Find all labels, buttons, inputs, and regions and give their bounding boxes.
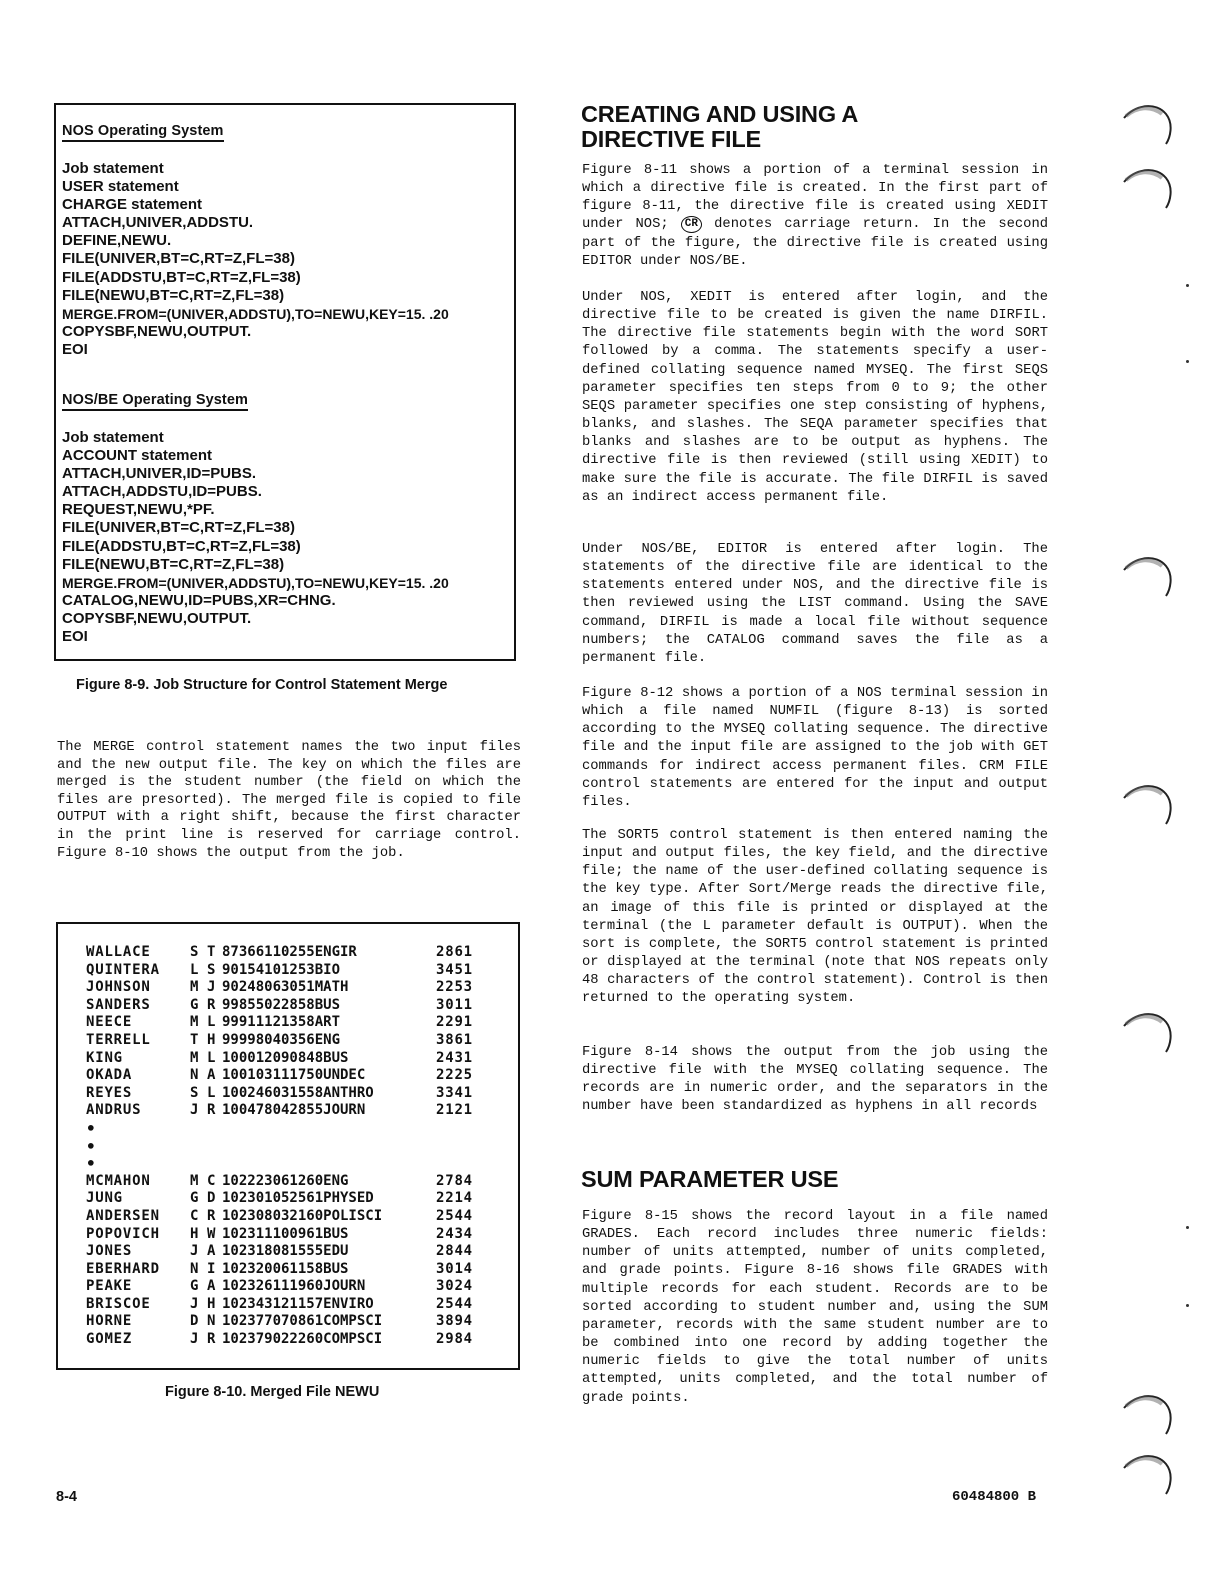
table-row [86, 1331, 473, 1349]
middle-initial-cell: I [207, 1260, 216, 1277]
middle-initial-cell: J [207, 979, 216, 996]
paragraph-figure-8-15: Figure 8-15 shows the record layout in a file named GRADES. Each record includes three numeric fields: number of units attempted, number of units completed, and grade points. Figure 8-16 shows file GRADES with multiple records for each student. Records are to be sorted according to student number and, using the SUM parameter, records with the same student number are to be combined into one record by adding together the numeric fields to give the total number of units attempted, units completed, and the total number of grade points. [582, 1209, 1048, 1406]
table-row [86, 962, 473, 980]
middle-initial-cell: L [207, 1049, 216, 1066]
record-cell: 100103111750UNDEC [222, 1067, 366, 1084]
last-name-cell: SANDERS [86, 996, 151, 1013]
value-cell: 2291 [436, 1014, 473, 1031]
value-cell: 2121 [436, 1102, 473, 1119]
record-cell: 102311100961BUS [222, 1225, 349, 1242]
table-row [86, 1208, 473, 1226]
first-initial-cell: J [190, 1243, 199, 1260]
value-cell: 3894 [436, 1313, 473, 1330]
middle-initial-cell: T [207, 944, 216, 960]
middle-initial-cell: R [207, 1102, 216, 1119]
middle-initial-cell: H [207, 1295, 216, 1312]
table-row [86, 1085, 473, 1103]
value-cell: 2544 [436, 1207, 473, 1224]
last-name-cell: MCMAHON [86, 1172, 151, 1189]
ellipsis-row [86, 1138, 473, 1156]
value-cell: 3861 [436, 1031, 473, 1048]
statement-line: FILE(UNIVER,BT=C,RT=Z,FL=38) [62, 519, 295, 537]
value-cell: 3011 [436, 996, 473, 1013]
figure-8-10-caption: Figure 8-10. Merged File NEWU [165, 1384, 380, 1400]
statement-line: ACCOUNT statement [62, 447, 213, 465]
value-cell: 2544 [436, 1295, 473, 1312]
last-name-cell: TERRELL [86, 1031, 151, 1048]
statement-line: USER statement [62, 178, 179, 196]
statement-line: CATALOG,NEWU,ID=PUBS,XR=CHNG. [62, 591, 336, 609]
paragraph-figure-8-12: Figure 8-12 shows a portion of a NOS terminal session in which a file named NUMFIL (figure 8-13) is sorted according to the MYSEQ collating sequence. The directive file and the input file are assigned to the job with GET commands for indirect access permanent files. CRM FILE control statements are entered for the input and output files. [582, 686, 1048, 810]
middle-initial-cell: A [207, 1243, 216, 1260]
nos-statement-list [62, 160, 449, 359]
paragraph-nosbe-editor: Under NOS/BE, EDITOR is entered after login. The statements of the directive file are identical to the statements entered under NOS, and the directive file is then reviewed using the LIST command. Using the SAVE command, DIRFIL is made a local file without sequence numbers; the CATALOG command saves the file as a permanent file. [582, 542, 1048, 666]
nosbe-section-title: NOS/BE Operating System [62, 392, 248, 411]
middle-initial-cell: W [207, 1225, 216, 1242]
binding-hole-mark [1122, 1386, 1178, 1438]
paragraph-figure-8-14: Figure 8-14 shows the output from the job using the directive file with the MYSEQ collating sequence. The records are in numeric order, and the separators in the number have been standardized as hyphens in all records [582, 1045, 1048, 1115]
binding-hole-mark [1122, 1446, 1178, 1498]
table-row [86, 1173, 473, 1191]
value-cell: 3024 [436, 1278, 473, 1295]
table-row [86, 1226, 473, 1244]
middle-initial-cell: D [207, 1190, 216, 1207]
last-name-cell: NEECE [86, 1014, 133, 1031]
record-cell: 102223061260ENG [222, 1172, 349, 1189]
section-heading-directive-file [581, 102, 858, 152]
ellipsis-row [86, 1120, 473, 1138]
statement-line: COPYSBF,NEWU,OUTPUT. [62, 609, 252, 627]
value-cell: 2431 [436, 1049, 473, 1066]
table-row [86, 1296, 473, 1314]
nos-section-title: NOS Operating System [62, 123, 224, 142]
record-cell: 102343121157ENVIRO [222, 1295, 374, 1312]
record-cell: 102377070861COMPSCI [222, 1313, 383, 1330]
record-cell: 99998040356ENG [222, 1031, 341, 1048]
statement-line: MERGE.FROM=(UNIVER,ADDSTU),TO=NEWU,KEY=15. .20 [62, 305, 449, 322]
figure-8-9-caption: Figure 8-9. Job Structure for Control Statement Merge [76, 677, 448, 693]
first-initial-cell: H [190, 1225, 199, 1242]
scan-speck [1186, 1304, 1189, 1307]
record-cell: 99855022858BUS [222, 996, 341, 1013]
last-name-cell: BRISCOE [86, 1295, 151, 1312]
middle-initial-cell: H [207, 1031, 216, 1048]
table-row [86, 997, 473, 1015]
heading-line-2: DIRECTIVE FILE [581, 126, 761, 152]
scan-speck [1186, 360, 1189, 363]
value-cell: 2434 [436, 1225, 473, 1242]
binding-hole-mark [1122, 160, 1178, 212]
last-name-cell: HORNE [86, 1313, 133, 1330]
table-row [86, 1032, 473, 1050]
middle-initial-cell: N [207, 1313, 216, 1330]
binding-hole-mark [1122, 96, 1178, 148]
table-row [86, 1050, 473, 1068]
statement-line: CHARGE statement [62, 196, 203, 214]
statement-line: ATTACH,UNIVER,ADDSTU. [62, 214, 254, 232]
value-cell: 2214 [436, 1190, 473, 1207]
record-cell: 102320061158BUS [222, 1260, 349, 1277]
first-initial-cell: N [190, 1260, 199, 1277]
last-name-cell: GOMEZ [86, 1331, 133, 1348]
middle-initial-cell: S [207, 961, 216, 978]
table-row [86, 1190, 473, 1208]
record-cell: 90154101253BIO [222, 961, 341, 978]
first-initial-cell: L [190, 961, 199, 978]
record-cell: 102301052561PHYSED [222, 1190, 374, 1207]
value-cell: 3014 [436, 1260, 473, 1277]
last-name-cell: QUINTERA [86, 961, 160, 978]
first-initial-cell: T [190, 1031, 199, 1048]
statement-line: EOI [62, 340, 88, 358]
middle-initial-cell: R [207, 1331, 216, 1348]
middle-initial-cell: R [207, 1207, 216, 1224]
table-row [86, 1313, 473, 1331]
ellipsis-dot: • [86, 1118, 96, 1138]
record-cell: 102318081555EDU [222, 1243, 349, 1260]
value-cell: 2861 [436, 944, 473, 960]
first-initial-cell: M [190, 979, 199, 996]
statement-line: FILE(UNIVER,BT=C,RT=Z,FL=38) [62, 250, 295, 268]
first-initial-cell: C [190, 1207, 199, 1224]
middle-initial-cell: R [207, 996, 216, 1013]
value-cell: 2984 [436, 1331, 473, 1348]
first-initial-cell: J [190, 1331, 199, 1348]
record-cell: 102326111960JOURN [222, 1278, 366, 1295]
scan-speck [1186, 284, 1189, 287]
statement-line: EOI [62, 628, 88, 646]
binding-hole-mark [1122, 548, 1178, 600]
record-cell: 87366110255ENGIR [222, 944, 357, 960]
record-cell: 100246031558ANTHRO [222, 1084, 374, 1101]
figure-8-9-box [54, 103, 516, 661]
last-name-cell: JUNG [86, 1190, 123, 1207]
record-cell: 99911121358ART [222, 1014, 341, 1031]
last-name-cell: JONES [86, 1243, 133, 1260]
record-cell: 102308032160POLISCI [222, 1207, 383, 1224]
value-cell: 2784 [436, 1172, 473, 1189]
statement-line: FILE(ADDSTU,BT=C,RT=Z,FL=38) [62, 537, 301, 555]
paragraph-sort5-statement: The SORT5 control statement is then entered naming the input and output files, the key field, and the directive file; the name of the user-defined collating sequence is the key type. After Sort/Merge reads the directive file, an image of this file is printed or displayed at the terminal (the L parameter default is OUTPUT). When the sort is complete, the SORT5 control statement is printed or displayed at the terminal (note that NOS repeats only 48 characters of the control statement). Control is then returned to the operating system. [582, 828, 1048, 1007]
table-row [86, 979, 473, 997]
statement-line: FILE(NEWU,BT=C,RT=Z,FL=38) [62, 555, 285, 573]
first-initial-cell: J [190, 1295, 199, 1312]
record-cell: 90248063051MATH [222, 979, 349, 996]
statement-line: ATTACH,ADDSTU,ID=PUBS. [62, 483, 262, 501]
statement-line: COPYSBF,NEWU,OUTPUT. [62, 322, 252, 340]
statement-line: MERGE.FROM=(UNIVER,ADDSTU),TO=NEWU,KEY=15. .20 [62, 574, 449, 591]
first-initial-cell: J [190, 1102, 199, 1119]
figure-8-10-box [56, 922, 520, 1370]
paragraph-figure-8-11-part-a: Figure 8-11 shows a portion of a terminal session in which a directive file is created. In the first part of figure 8-11, the directive file is created using XEDIT under NOS; [582, 163, 1048, 233]
table-row [86, 1278, 473, 1296]
middle-initial-cell: L [207, 1014, 216, 1031]
first-initial-cell: M [190, 1014, 199, 1031]
statement-line: Job statement [62, 160, 164, 177]
record-cell: 100012090848BUS [222, 1049, 349, 1066]
statement-line: REQUEST,NEWU,*PF. [62, 501, 215, 519]
table-row [86, 1243, 473, 1261]
last-name-cell: EBERHARD [86, 1260, 160, 1277]
last-name-cell: ANDRUS [86, 1102, 142, 1119]
first-initial-cell: G [190, 996, 199, 1013]
ellipsis-dot: • [86, 1136, 96, 1156]
last-name-cell: KING [86, 1049, 123, 1066]
value-cell: 2253 [436, 979, 473, 996]
last-name-cell: WALLACE [86, 944, 151, 960]
middle-initial-cell: A [207, 1278, 216, 1295]
middle-initial-cell: L [207, 1084, 216, 1101]
merged-file-table [86, 944, 473, 1349]
binding-hole-mark [1122, 1004, 1178, 1056]
statement-line: Job statement [62, 429, 164, 446]
value-cell: 3341 [436, 1084, 473, 1101]
statement-line: FILE(NEWU,BT=C,RT=Z,FL=38) [62, 286, 285, 304]
first-initial-cell: M [190, 1049, 199, 1066]
last-name-cell: OKADA [86, 1067, 133, 1084]
ellipsis-row [86, 1155, 473, 1173]
first-initial-cell: G [190, 1190, 199, 1207]
first-initial-cell: D [190, 1313, 199, 1330]
paragraph-figure-8-11 [582, 162, 1048, 271]
value-cell: 2844 [436, 1243, 473, 1260]
page-number: 8-4 [56, 1489, 77, 1505]
statement-line: ATTACH,UNIVER,ID=PUBS. [62, 465, 257, 483]
table-row [86, 1102, 473, 1120]
table-row [86, 1067, 473, 1085]
merge-description-paragraph: The MERGE control statement names the two input files and the new output file. The key on which the files are merged is the student number (the field on which the files are presorted). The merged file is copied to file OUTPUT with a right shift, because the first character in the print line is reserved for carriage control. Figure 8-10 shows the output from the job. [57, 740, 521, 861]
section-heading-sum-parameter: SUM PARAMETER USE [581, 1166, 839, 1192]
paragraph-nos-xedit: Under NOS, XEDIT is entered after login, and the directive file to be created is given the name DIRFIL. The directive file statements begin with the word SORT followed by a comma. The statements specify a user-defined collating sequence named MYSEQ. The first SEQS parameter specifies ten steps from 0 to 9; the other SEQS parameter specifies one step consisting of hyphens, blanks, and slashes. The SEQA parameter specifies that blanks and slashes are to be output as hyphens. The directive file is then reviewed (still using XEDIT) to make sure the file is accurate. The file DIRFIL is saved as an indirect access permanent file. [582, 290, 1048, 505]
last-name-cell: ANDERSEN [86, 1207, 160, 1224]
first-initial-cell: N [190, 1067, 199, 1084]
ellipsis-dot: • [86, 1154, 96, 1174]
middle-initial-cell: A [207, 1067, 216, 1084]
document-number: 60484800 B [952, 1489, 1037, 1505]
first-initial-cell: S [190, 1084, 199, 1101]
last-name-cell: REYES [86, 1084, 133, 1101]
middle-initial-cell: C [207, 1172, 216, 1189]
binding-hole-mark [1122, 776, 1178, 828]
value-cell: 2225 [436, 1067, 473, 1084]
first-initial-cell: G [190, 1278, 199, 1295]
first-initial-cell: M [190, 1172, 199, 1189]
table-row [86, 1014, 473, 1032]
value-cell: 3451 [436, 961, 473, 978]
record-cell: 102379022260COMPSCI [222, 1331, 383, 1348]
statement-line: DEFINE,NEWU. [62, 232, 172, 250]
first-initial-cell: S [190, 944, 199, 960]
table-row [86, 1261, 473, 1279]
paragraph-figure-8-11-part-b: denotes carriage return. In the second part of the figure, the directive file is created using EDITOR under NOS/BE. [582, 217, 1049, 269]
record-cell: 100478042855JOURN [222, 1102, 366, 1119]
last-name-cell: JOHNSON [86, 979, 151, 996]
table-row [86, 944, 473, 962]
heading-line-1: CREATING AND USING A [581, 101, 859, 127]
nosbe-statement-list [62, 429, 449, 646]
last-name-cell: PEAKE [86, 1278, 133, 1295]
carriage-return-symbol: CR [681, 216, 702, 233]
statement-line: FILE(ADDSTU,BT=C,RT=Z,FL=38) [62, 268, 301, 286]
scan-speck [1186, 1226, 1189, 1229]
last-name-cell: POPOVICH [86, 1225, 160, 1242]
